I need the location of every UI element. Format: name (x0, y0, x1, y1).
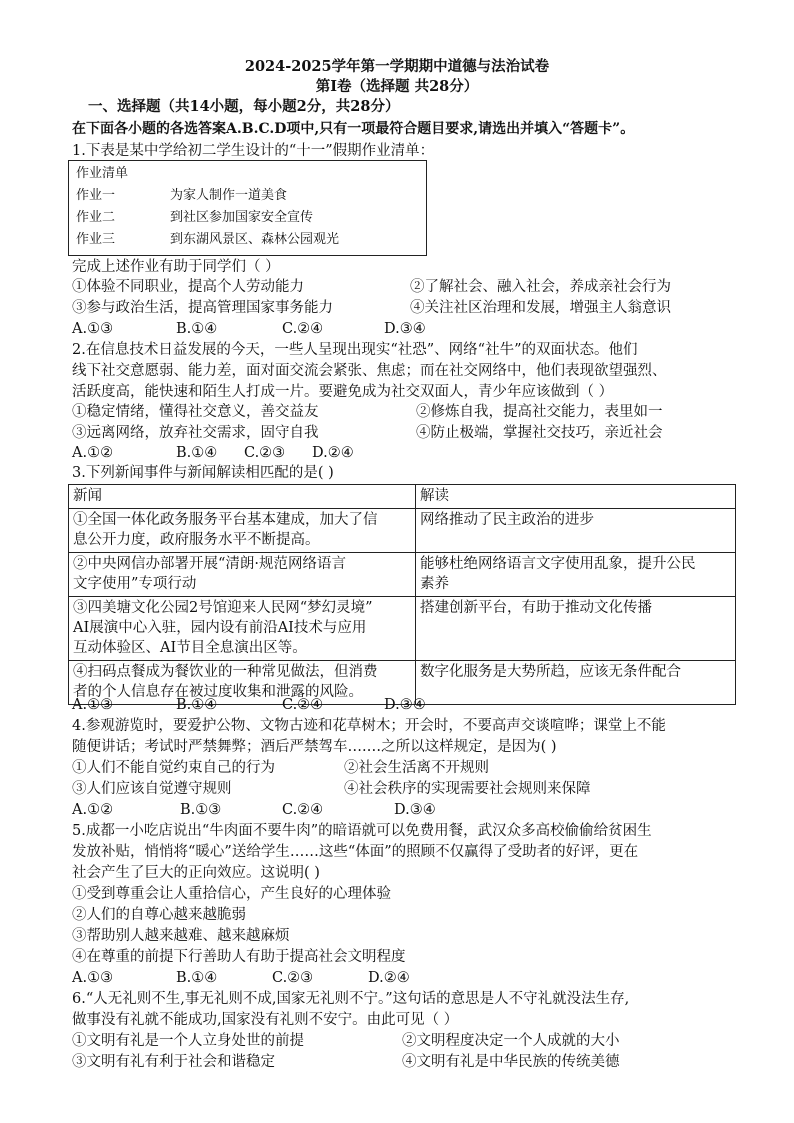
q6-stem-line-1: 6.“人无礼则不生,事无礼则不成,国家无礼则不宁。”这句话的意思是人不守礼就没法生存, (72, 991, 630, 1007)
interpretation-cell (416, 661, 736, 705)
homework-2-name: 作业二 (76, 210, 116, 225)
news-4-line-1: ④扫码点餐成为餐饮业的一种常见做法，但消费 (73, 664, 378, 680)
news-cell (69, 553, 416, 597)
homework-list-title: 作业清单 (76, 166, 129, 181)
news-2-line-2: 文字使用”专项行动 (73, 576, 197, 592)
news-3-line-1: ③四美塘文化公园2号馆迎来人民网“梦幻灵境” (73, 600, 373, 616)
q5-stem-line-2: 发放补贴，悄悄将“暖心”送给学生……这些“体面”的照顾不仅赢得了受助者的好评，更在 (72, 844, 639, 860)
q2-answer-a: A.①② (72, 445, 114, 461)
q2-stem-line-2: 线下社交意愿弱、能力差，面对面交流会紧张、焦虑；而在社交网络中，他们表现欲望强烈、 (72, 363, 667, 379)
homework-1-task: 为家人制作一道美食 (170, 188, 288, 203)
homework-2-task: 到社区参加国家安全宣传 (170, 210, 314, 225)
interpretation-1: 网络推动了民主政治的进步 (420, 512, 594, 528)
news-4-line-2: 者的个人信息存在被过度收集和泄露的风险。 (73, 684, 363, 700)
homework-3-task: 到东湖风景区、森林公园观光 (170, 232, 340, 247)
news-table (68, 484, 736, 705)
section-instruction: 在下面各小题的各选答案A.B.C.D项中,只有一项最符合题目要求,请选出并填入“答题卡”。 (72, 121, 635, 137)
news-2-line-1: ②中央网信办部署开展“清朗·规范网络语言 (73, 556, 347, 572)
q1-option-4: ④关注社区治理和发展，增强主人翁意识 (410, 300, 671, 316)
q4-stem-line-2: 随便讲话；考试时严禁舞弊；酒后严禁驾车….…之所以这样规定，是因为( ) (72, 739, 557, 755)
q4-answer-d: D.③④ (394, 802, 436, 818)
q5-stem-line-1: 5.成都一小吃店说出“牛肉面不要牛肉”的暗语就可以免费用餐，武汉众多高校偷偷给贫困生 (72, 823, 652, 839)
q1-option-3: ③参与政治生活，提高管理国家事务能力 (72, 300, 333, 316)
q4-option-4: ④社会秩序的实现需要社会规则来保障 (344, 781, 591, 797)
q4-answer-b: B.①③ (180, 802, 222, 818)
interpretation-cell (416, 509, 736, 553)
q1-option-2: ②了解社会、融入社会，养成亲社会行为 (410, 279, 671, 295)
volume-title: 第Ⅰ卷（选择题 共28分） (315, 78, 479, 95)
q4-option-1: ①人们不能自觉约束自己的行为 (72, 760, 275, 776)
header-interpretation: 解读 (416, 485, 736, 509)
interpretation-cell (416, 553, 736, 597)
interpretation-2-line-1: 能够杜绝网络语言文字使用乱象，提升公民 (420, 556, 696, 572)
q6-option-2: ②文明程度决定一个人成就的大小 (402, 1033, 620, 1049)
q3-stem: 3.下列新闻事件与新闻解读相匹配的是( ) (72, 465, 334, 481)
news-1-line-2: 息公开力度，政府服务水平不断提高。 (73, 532, 320, 548)
q2-answer-c: C.②③ (244, 445, 286, 461)
news-1-line-1: ①全国一体化政务服务平台基本建成，加大了信 (73, 512, 378, 528)
q2-option-2: ②修炼自我，提高社交能力，表里如一 (416, 404, 663, 420)
interpretation-4: 数字化服务是大势所趋，应该无条件配合 (420, 664, 681, 680)
q3-answer-a: A.①③ (72, 697, 114, 713)
section-heading: 一、选择题（共14小题，每小题2分，共28分） (88, 98, 400, 115)
news-cell (69, 661, 416, 705)
q5-answer-b: B.①④ (176, 970, 218, 986)
q2-answer-d: D.②④ (312, 445, 354, 461)
homework-3-name: 作业三 (76, 232, 116, 247)
q5-answer-a: A.①③ (72, 970, 114, 986)
q5-answer-c: C.②③ (272, 970, 314, 986)
q5-option-1: ①受到尊重会让人重拾信心，产生良好的心理体验 (72, 886, 391, 902)
q6-option-3: ③文明有礼有利于社会和谐稳定 (72, 1054, 275, 1070)
news-cell (69, 597, 416, 661)
q2-option-1: ①稳定情绪，懂得社交意义，善交益友 (72, 404, 319, 420)
q1-prompt: 完成上述作业有助于同学们（ ） (72, 259, 280, 275)
q6-stem-line-2: 做事没有礼就不能成功,国家没有礼则不安宁。由此可见（ ） (72, 1012, 459, 1028)
q1-answer-d: D.③④ (384, 321, 426, 337)
q5-option-4: ④在尊重的前提下行善助人有助于提高社会文明程度 (72, 949, 406, 965)
interpretation-2-line-2: 素养 (420, 576, 449, 592)
q2-stem-line-3: 活跃度高，能快速和陌生人打成一片。要避免成为社交双面人，青少年应该做到（ ） (72, 384, 614, 400)
q2-option-3: ③远离网络，放弃社交需求，固守自我 (72, 425, 319, 441)
q4-stem-line-1: 4.参观游览时，要爱护公物、文物古迹和花草树木；开会时，不要高声交谈喧哗；课堂上不能 (72, 718, 666, 734)
table-row (69, 509, 736, 553)
table-header-row (69, 485, 736, 509)
q1-answer-c: C.②④ (282, 321, 324, 337)
q4-option-2: ②社会生活离不开规则 (344, 760, 489, 776)
q5-option-3: ③帮助别人越来越难、越来越麻烦 (72, 928, 290, 944)
q3-answer-b: B.①④ (176, 697, 218, 713)
q1-answer-b: B.①④ (176, 321, 218, 337)
q2-answer-b: B.①④ (176, 445, 218, 461)
q6-option-1: ①文明有礼是一个人立身处世的前提 (72, 1033, 304, 1049)
news-cell (69, 509, 416, 553)
q4-option-3: ③人们应该自觉遵守规则 (72, 781, 232, 797)
q6-option-4: ④文明有礼是中华民族的传统美德 (402, 1054, 620, 1070)
homework-1-name: 作业一 (76, 188, 116, 203)
table-row (69, 553, 736, 597)
news-3-line-2: AI展演中心入驻，园内设有前沿AI技术与应用 (73, 620, 367, 636)
table-row (69, 597, 736, 661)
q1-stem: 1.下表是某中学给初二学生设计的“十一”假期作业清单： (72, 143, 435, 159)
q4-answer-a: A.①② (72, 802, 114, 818)
q2-stem-line-1: 2.在信息技术日益发展的今天，一些人呈现出现实“社恐”、网络“社牛”的双面状态。他们 (72, 342, 638, 358)
q5-stem-line-3: 社会产生了巨大的正向效应。这说明( ) (72, 865, 320, 881)
news-3-line-3: 互动体验区、AI节目全息演出区等。 (73, 640, 307, 656)
q1-answer-a: A.①③ (72, 321, 114, 337)
q1-option-1: ①体验不同职业，提高个人劳动能力 (72, 279, 304, 295)
exam-title: 2024-2025学年第一学期期中道德与法治试卷 (244, 58, 550, 75)
q3-answer-c: C.②④ (282, 697, 324, 713)
q5-answer-d: D.②④ (368, 970, 410, 986)
q2-option-4: ④防止极端，掌握社交技巧，亲近社会 (416, 425, 663, 441)
q5-option-2: ②人们的自尊心越来越脆弱 (72, 907, 246, 923)
q4-answer-c: C.②④ (282, 802, 324, 818)
interpretation-3: 搭建创新平台，有助于推动文化传播 (420, 600, 652, 616)
header-news: 新闻 (69, 485, 416, 509)
interpretation-cell (416, 597, 736, 661)
q3-answer-d: D.③④ (384, 697, 426, 713)
